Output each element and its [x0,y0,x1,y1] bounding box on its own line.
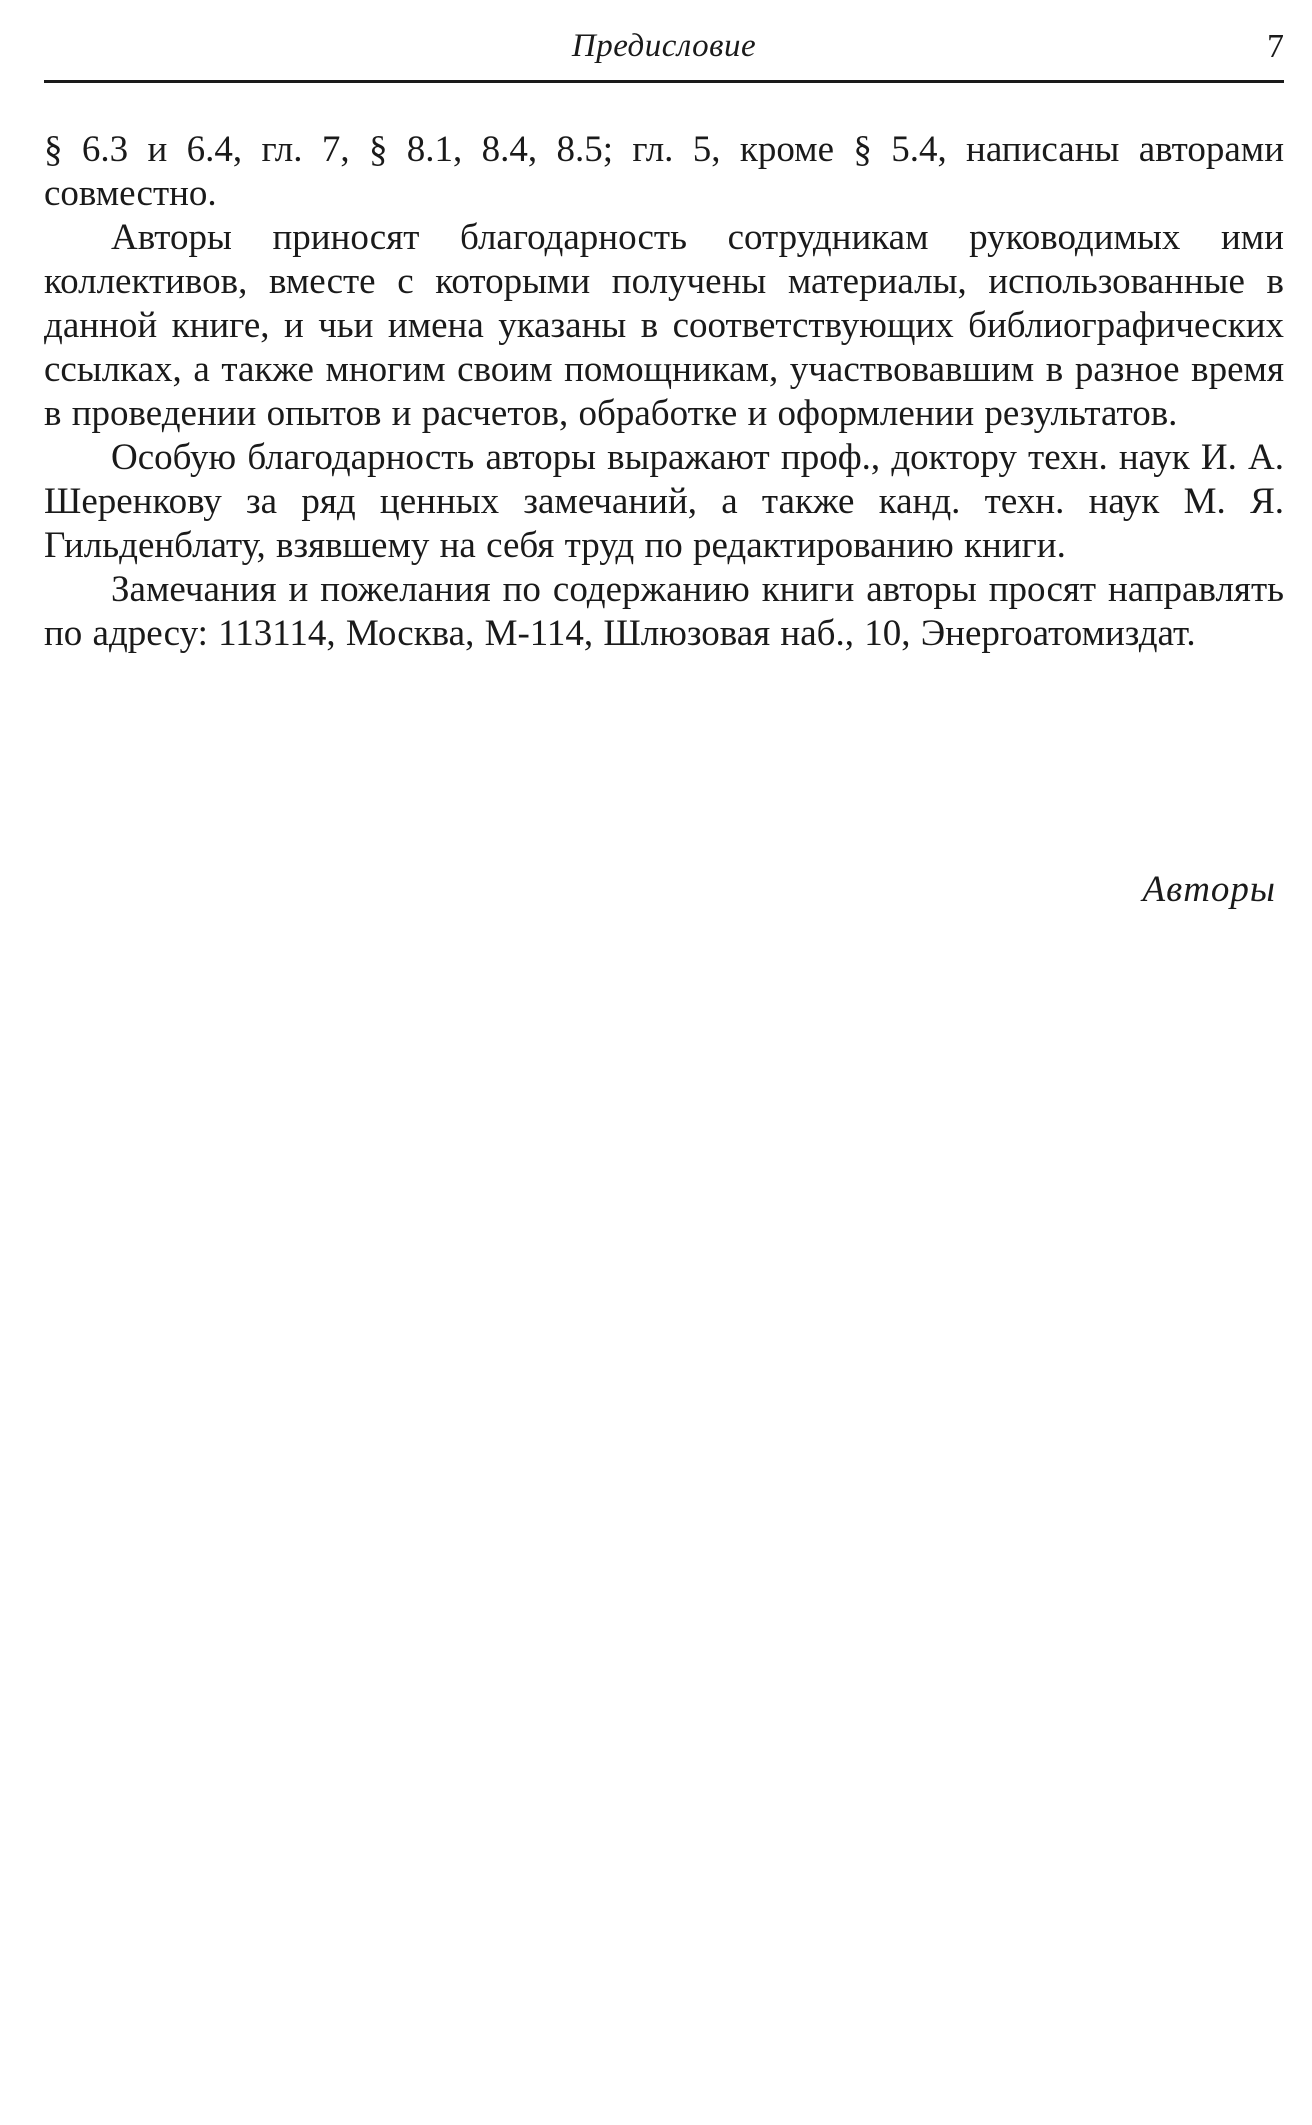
paragraph-continuation: § 6.3 и 6.4, гл. 7, § 8.1, 8.4, 8.5; гл. 5, кроме § 5.4, написаны авторами совместно. [44,129,1284,214]
header-rule [44,80,1284,83]
running-title: Предисловие [571,28,757,64]
body-text [44,128,1284,656]
page-number: 7 [1267,28,1284,65]
book-page [44,0,1284,2125]
paragraph-acknowledgements: Авторы приносят благодарность сотрудникам руководимых ими коллективов, вместе с которыми получены материалы, использованные в данной книге, и чьи имена указаны в соответствующих библиографических ссылках, а также многим своим помощникам, участвовавшим в разное время в проведении опытов и расчетов, обработке и оформлении результатов. [44,217,1284,434]
signature: Авторы [1142,869,1276,910]
paragraph-special-thanks: Особую благодарность авторы выражают проф., доктору техн. наук И. А. Шеренкову за ряд ценных замечаний, а также канд. техн. наук М. Я. Гильденблату, взявшему на себя труд по редактированию книги. [44,437,1284,566]
paragraph-feedback-address: Замечания и пожелания по содержанию книги авторы просят направлять по адресу: 113114, Москва, М-114, Шлюзовая наб., 10, Энергоатомиздат. [44,569,1284,654]
running-head [44,22,1284,82]
